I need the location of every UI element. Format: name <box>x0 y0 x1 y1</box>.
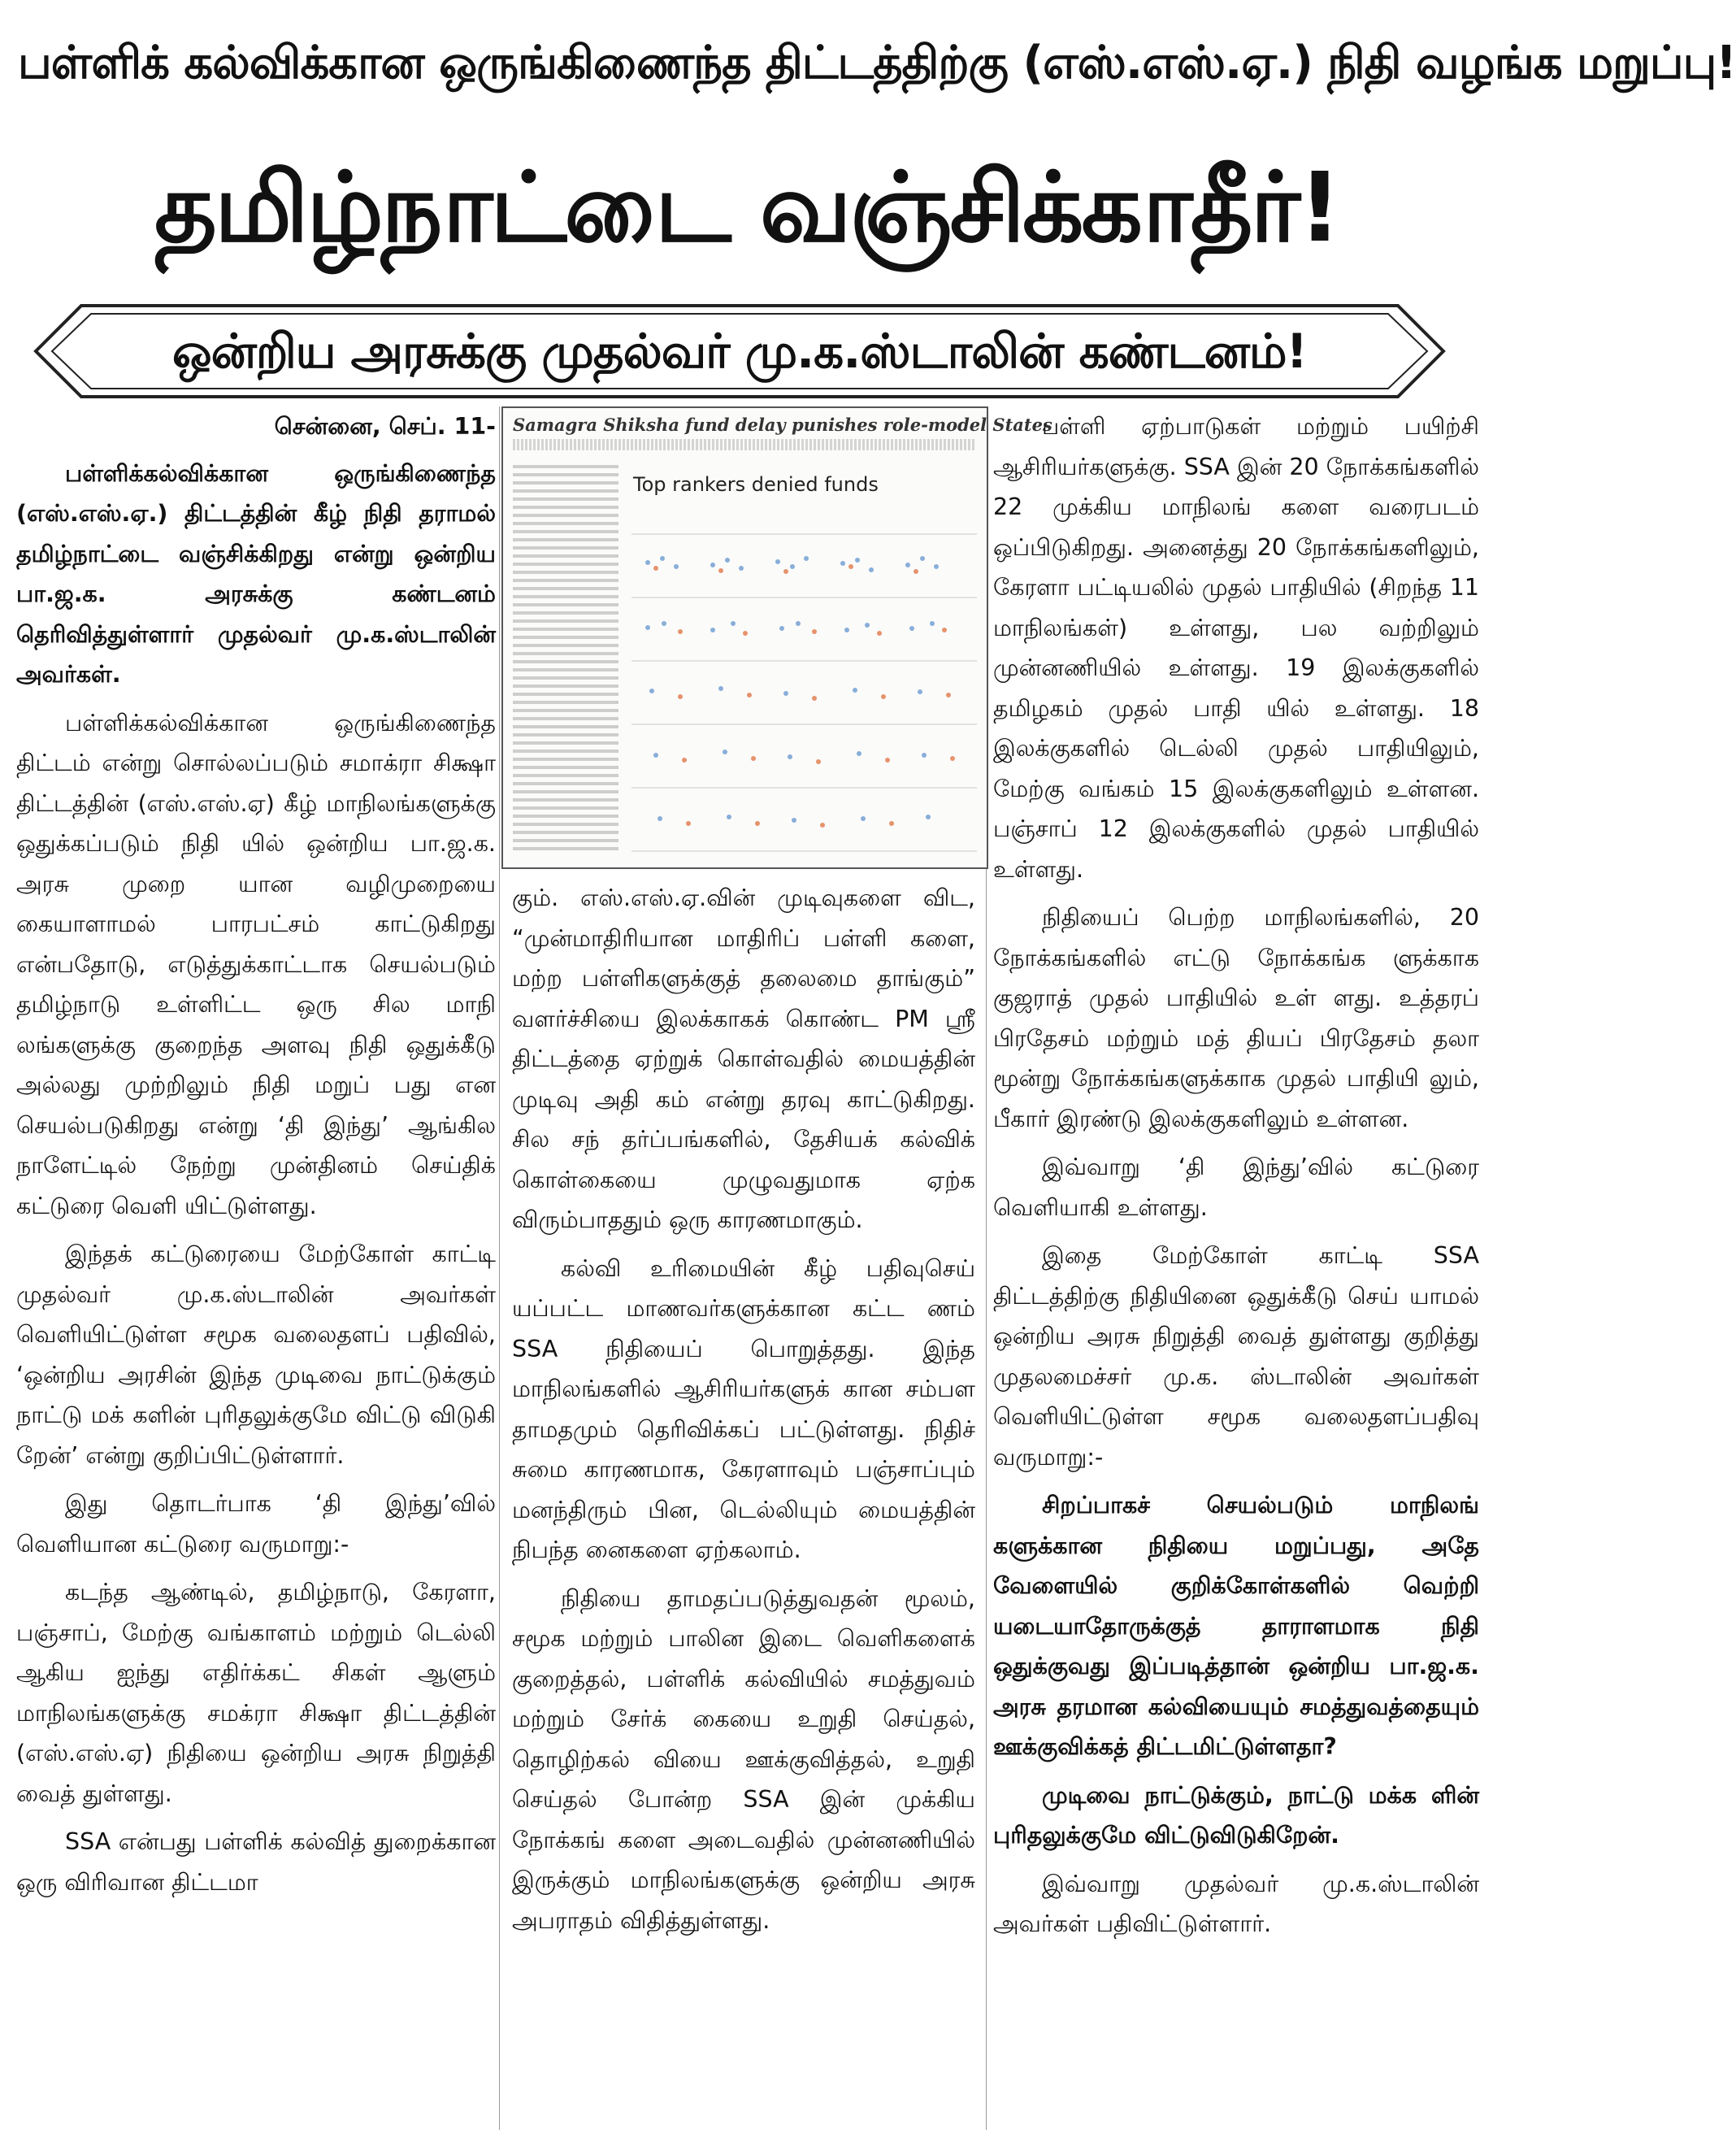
subheadline-banner <box>33 302 1447 400</box>
clipping-text-lines <box>513 465 618 855</box>
body-paragraph: பள்ளி ஏற்பாடுகள் மற்றும் பயிற்சி ஆசிரியர்களுக்கு. SSA இன் 20 நோக்கங்களில் 22 முக்கிய மாநிலங் களை வரைபடம் ஒப்பிடுகிறது. அனைத்து 20 நோக்கங்களிலும், கேரளா பட்டியலில் முதல் பாதியில் (சிறந்த 11 மாநிலங்கள்) உள்ளது, பல வற்றிலும் முன்னணியில் உள்ளது. 19 இலக்குகளில் தமிழகம் முதல் பாதி யில் உள்ளது. 18 இலக்குகளில் டெல்லி முதல் பாதியிலும், மேற்கு வங்கம் 15 இலக்குகளிலும் உள்ளன. பஞ்சாப் 12 இலக்குகளில் முதல் பாதியில் உள்ளது. <box>993 413 1479 883</box>
body-paragraph: கடந்த ஆண்டில், தமிழ்நாடு, கேரளா, பஞ்சாப், மேற்கு வங்காளம் மற்றும் டெல்லி ஆகிய ஐந்து எதிர்க்கட் சிகள் ஆளும் மாநிலங்களுக்கு சமக்ரா சிக்ஷா திட்டத்தின் (எஸ்.எஸ்.ஏ) நிதியை ஒன்றிய அரசு நிறுத்தி வைத் துள்ளது. <box>16 1579 496 1807</box>
column-rule <box>499 406 500 2130</box>
clipping-subtitle-lines <box>513 439 976 450</box>
body-paragraph: இது தொடர்பாக ‘தி இந்து’வில் வெளியான கட்டுரை வருமாறு:- <box>16 1490 496 1558</box>
main-headline: தமிழ்நாட்டை வஞ்சிக்காதீர்! <box>154 151 1339 263</box>
body-paragraph: இந்தக் கட்டுரையை மேற்கோள் காட்டி முதல்வர் மு.க.ஸ்டாலின் அவர்கள் வெளியிட்டுள்ள சமூக வலைதளப் பதிவில், ‘ஒன்றிய அரசின் இந்த முடிவை நாட்டுக்கும் நாட்டு மக் களின் புரிதலுக்குமே விட்டு விடுகி றேன்’ என்று குறிப்பிட்டுள்ளார். <box>16 1241 496 1469</box>
subheadline-text: ஒன்றிய அரசுக்கு முதல்வர் மு.க.ஸ்டாலின் கண்டனம்! <box>171 324 1308 379</box>
body-paragraph: இதை மேற்கோள் காட்டி SSA திட்டத்திற்கு நிதியினை ஒதுக்கீடு செய் யாமல் ஒன்றிய அரசு நிறுத்தி வைத் துள்ளது குறித்து முதலமைச்சர் மு.க. ஸ்டாலின் அவர்கள் வெளியிட்டுள்ள சமூக வலைதளப்பதிவு வருமாறு:- <box>993 1242 1479 1471</box>
body-paragraph: நிதியைப் பெற்ற மாநிலங்களில், 20 நோக்கங்களில் எட்டு நோக்கங்க ளுக்காக குஜராத் முதல் பாதியில் உள் ளது. உத்தரப் பிரதேசம் மற்றும் மத் தியப் பிரதேசம் தலா மூன்று நோக்கங்களுக்காக முதல் பாதியி லும், பீகார் இரண்டு இலக்குகளிலும் உள்ளன. <box>993 904 1479 1132</box>
article-column-1 <box>16 406 496 2130</box>
clipping-chart-title: Top rankers denied funds <box>633 473 879 496</box>
lead-paragraph: பள்ளிக்கல்விக்கான ஒருங்கிணைந்த (எஸ்.எஸ்.ஏ.) திட்டத்தின் கீழ் நிதி தராமல் தமிழ்நாட்டை வஞ்சிக்கிறது என்று ஒன்றிய பா.ஜ.க. அரசுக்கு கண்டனம் தெரிவித்துள்ளார் முதல்வர் மு.க.ஸ்டாலின் அவர்கள். <box>16 459 496 688</box>
dateline: சென்னை, செப். 11- <box>274 413 496 440</box>
body-paragraph: பள்ளிக்கல்விக்கான ஒருங்கிணைந்த திட்டம் என்று சொல்லப்படும் சமாக்ரா சிக்ஷா திட்டத்தின் (எஸ்.எஸ்.ஏ) கீழ் மாநிலங்களுக்கு ஒதுக்கப்படும் நிதி யில் ஒன்றிய பா.ஜ.க. அரசு முறை யான வழிமுறையை கையாளாமல் பாரபட்சம் காட்டுகிறது என்பதோடு, எடுத்துக்காட்டாக செயல்படும் தமிழ்நாடு உள்ளிட்ட ஒரு சில மாநி லங்களுக்கு குறைந்த அளவு நிதி ஒதுக்கீடு அல்லது முற்றிலும் நிதி மறுப் பது என செயல்படுகிறது என்று ‘தி இந்து’ ஆங்கில நாளேட்டில் நேற்று முன்தினம் செய்திக் கட்டுரை வெளி யிட்டுள்ளது. <box>16 709 496 1219</box>
body-paragraph: நிதியை தாமதப்படுத்துவதன் மூலம், சமூக மற்றும் பாலின இடை வெளிகளைக் குறைத்தல், பள்ளிக் கல்வியில் சமத்துவம் மற்றும் சேர்க் கையை உறுதி செய்தல், தொழிற்கல் வியை ஊக்குவித்தல், உறுதி செய்தல் போன்ற SSA இன் முக்கிய நோக்கங் களை அடைவதில் முன்னணியில் இருக்கும் மாநிலங்களுக்கு ஒன்றிய அரசு அபராதம் விதித்துள்ளது. <box>512 1584 975 1934</box>
newspaper-clipping-image <box>501 406 1052 869</box>
body-paragraph: இவ்வாறு முதல்வர் மு.க.ஸ்டாலின் அவர்கள் பதிவிட்டுள்ளார். <box>993 1870 1479 1937</box>
body-paragraph: கல்வி உரிமையின் கீழ் பதிவுசெய் யப்பட்ட மாணவர்களுக்கான கட்ட ணம் SSA நிதியைப் பொறுத்தது. இந்த மாநிலங்களில் ஆசிரியர்களுக் கான சம்பள தாமதமும் தெரிவிக்கப் பட்டுள்ளது. நிதிச் சுமை காரணமாக, கேரளாவும் பஞ்சாப்பும் மனந்திரும் பின, டெல்லியும் மையத்தின் நிபந்த னைகளை ஏற்கலாம். <box>512 1254 975 1563</box>
clipping-chart-grid <box>631 502 977 859</box>
article-column-3 <box>993 406 1479 2130</box>
kicker-headline: பள்ளிக் கல்விக்கான ஒருங்கிணைந்த திட்டத்திற்கு (எஸ்.எஸ்.ஏ.) நிதி வழங்க மறுப்பு! <box>18 37 1736 89</box>
quote-paragraph: சிறப்பாகச் செயல்படும் மாநிலங் களுக்கான நிதியை மறுப்பது, அதே வேளையில் குறிக்கோள்களில் வெற்றி யடையாதோருக்குத் தாராளமாக நிதி ஒதுக்குவது இப்படித்தான் ஒன்றிய பா.ஜ.க. அரசு தரமான கல்வியையும் சமத்துவத்தையும் ஊக்குவிக்கத் திட்டமிட்டுள்ளதா? <box>993 1492 1479 1760</box>
body-paragraph: SSA என்பது பள்ளிக் கல்வித் துறைக்கான ஒரு விரிவான திட்டமா <box>16 1828 496 1896</box>
body-paragraph: இவ்வாறு ‘தி இந்து’வில் கட்டுரை வெளியாகி உள்ளது. <box>993 1154 1479 1221</box>
quote-paragraph: முடிவை நாட்டுக்கும், நாட்டு மக்க ளின் புரிதலுக்குமே விட்டுவிடுகிறேன். <box>993 1781 1479 1849</box>
article-column-2 <box>512 878 975 2130</box>
clipping-title: Samagra Shiksha fund delay punishes role-model States <box>513 415 1052 435</box>
body-paragraph: கும். எஸ்.எஸ்.ஏ.வின் முடிவுகளை விட, “முன்மாதிரியான மாதிரிப் பள்ளி களை, மற்ற பள்ளிகளுக்குத் தலைமை தாங்கும்” வளர்ச்சியை இலக்காகக் கொண்ட PM ஸ்ரீ திட்டத்தை ஏற்றுக் கொள்வதில் மையத்தின் முடிவு அதி கம் என்று தரவு காட்டுகிறது. சில சந் தர்ப்பங்களில், தேசியக் கல்விக் கொள்கையை முழுவதுமாக ஏற்க விரும்பாததும் ஒரு காரணமாகும். <box>512 884 975 1233</box>
